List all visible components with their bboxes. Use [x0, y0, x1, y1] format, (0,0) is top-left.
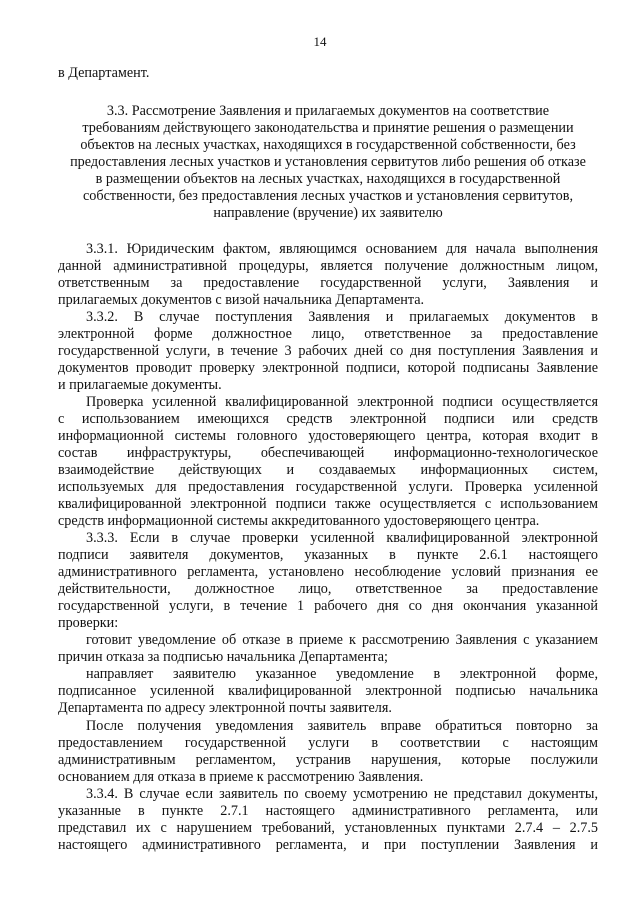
paragraph-line: указанные в пункте 2.7.1 настоящего административного регламента, или	[58, 803, 598, 819]
heading-line: требованиям действующего законодательства и принятие решения о размещении	[82, 120, 574, 136]
paragraph-line: административного регламента, установлено несоблюдение условий признания ее	[58, 564, 598, 580]
paragraph-line: 3.3.3. Если в случае проверки усиленной квалифицированной электронной	[86, 530, 598, 546]
paragraph-line: предоставлением государственной услуги в соответствии с настоящим	[58, 735, 598, 751]
heading-line: направление (вручение) их заявителю	[213, 205, 443, 221]
paragraph-line: После получения уведомления заявитель вправе обратиться повторно за	[86, 718, 598, 734]
paragraph-line: направляет заявителю указанное уведомление в электронной форме,	[86, 666, 598, 682]
heading-line: собственности, без предоставления лесных участков и установления сервитутов,	[82, 188, 574, 204]
paragraph-line: Проверка усиленной квалифицированной электронной подписи осуществляется	[86, 394, 598, 410]
paragraph-line: Департамента по адресу электронной почты заявителя.	[58, 700, 392, 716]
paragraph-line: подписи заявителя документов, указанных в пункте 2.6.1 настоящего	[58, 547, 598, 563]
paragraph-line: используемых для предоставления государственной услуги. Проверка усиленной	[58, 479, 598, 495]
paragraph-line: данной административной процедуры, является получение должностным лицом,	[58, 258, 598, 274]
paragraph-line: 3.3.1. Юридическим фактом, являющимся основанием для начала выполнения	[86, 241, 598, 257]
heading-line: 3.3. Рассмотрение Заявления и прилагаемых документов на соответствие	[106, 103, 550, 119]
heading-line: в размещении объектов на лесных участках, находящихся в государственной	[95, 171, 561, 187]
paragraph-line: 3.3.2. В случае поступления Заявления и прилагаемых документов в	[86, 309, 598, 325]
paragraph-line: проверки:	[58, 615, 119, 631]
paragraph-line: с использованием имеющихся средств электронной подписи или средств	[58, 411, 598, 427]
top-fragment: в Департамент.	[58, 65, 150, 81]
heading-line: предоставления лесных участков и установления сервитутов либо решения об отказе	[70, 154, 586, 170]
paragraph-line: информационной системы головного удостоверяющего центра, которая входит в	[58, 428, 598, 444]
paragraph-line: представил их с нарушением требований, установленных пунктами 2.7.4 – 2.7.5	[58, 820, 598, 836]
paragraph-line: государственной услуги, в течение 1 рабочего дня со дня окончания указанной	[58, 598, 598, 614]
paragraph-line: основанием для отказа в приеме к рассмотрению Заявления.	[58, 769, 424, 785]
paragraph-line: 3.3.4. В случае если заявитель по своему усмотрению не представил документы,	[86, 786, 598, 802]
paragraph-line: административным регламентом, устранив нарушения, которые послужили	[58, 752, 598, 768]
paragraph-line: документов проводит проверку электронной подписи, которой подписаны Заявление	[58, 360, 598, 376]
heading-line: объектов на лесных участках, находящихся в государственной собственности, без	[80, 137, 576, 153]
paragraph-line: ответственным за предоставление государственной услуги, Заявления и	[58, 275, 598, 291]
paragraph-line: средств информационной системы аккредитованного удостоверяющего центра.	[58, 513, 540, 529]
paragraph-line: квалифицированной электронной подписи также осуществляется с использованием	[58, 496, 598, 512]
paragraph-line: и прилагаемые документы.	[58, 377, 222, 393]
paragraph-line: взаимодействие действующих и создаваемых информационных систем,	[58, 462, 598, 478]
paragraph-line: государственной услуги, в течение 3 рабочих дней со дня поступления Заявления и	[58, 343, 598, 359]
paragraph-line: причин отказа за подписью начальника Департамента;	[58, 649, 388, 665]
paragraph-line: электронной форме должностное лицо, ответственное за предоставление	[58, 326, 598, 342]
paragraph-line: действительности, должностное лицо, ответственное за предоставление	[58, 581, 598, 597]
paragraph-line: состав инфраструктуры, обеспечивающей информационно-технологическое	[58, 445, 598, 461]
paragraph-line: прилагаемых документов с визой начальника Департамента.	[58, 292, 425, 308]
paragraph-line: настоящего административного регламента, и при поступлении Заявления и	[58, 837, 598, 853]
page-number: 14	[313, 34, 327, 49]
paragraph-line: подписанное усиленной квалифицированной электронной подписью начальника	[58, 683, 598, 699]
paragraph-line: готовит уведомление об отказе в приеме к рассмотрению Заявления с указанием	[86, 632, 598, 648]
